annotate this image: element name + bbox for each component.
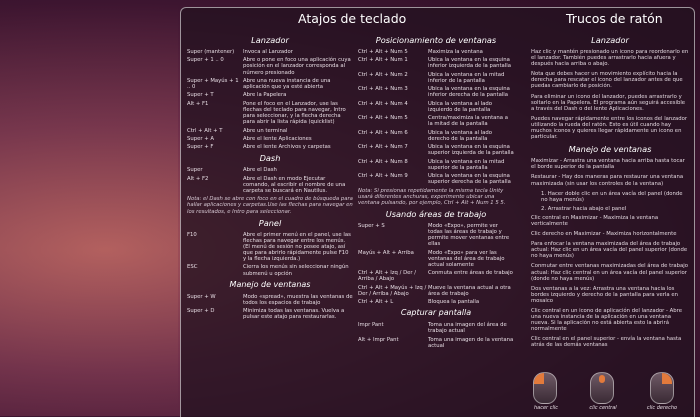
shortcut-desc: Abre el lente Aplicaciones	[243, 135, 312, 142]
shortcut-row	[358, 223, 514, 247]
shortcut-desc: Bloquea la pantalla	[428, 299, 480, 306]
shortcut-row	[358, 115, 514, 127]
shortcut-desc: Toma una imagen de la ventana actual	[428, 336, 514, 349]
title-mouse-tricks: Trucos de ratón	[566, 11, 663, 26]
tip-paragraph: Para enfocar la ventana maximizada del área de trabajo actual: Haz clic en un área vacía del panel superior (donde no haya menús)	[531, 241, 688, 260]
section-title-dash: Dash	[259, 153, 281, 164]
shortcut-key: Alt + Impr Pant	[358, 336, 399, 343]
mouse-middle-click-icon	[590, 372, 614, 404]
mouse-label: hacer clic	[534, 405, 558, 411]
dash-note: Nota: el Dash se abre con foco en el cuadro de búsqueda para hallar aplicaciones y carpetas.Use las flechas para navegar en los resultados, e Intro para seleccionar.	[187, 196, 353, 215]
tip-paragraph: Dos ventanas a la vez: Arrastra una ventana hacia los bordes izquierdo y derecho de la pantalla para verla en mosaico	[531, 285, 678, 304]
shortcut-desc: Abre un terminal	[243, 127, 288, 134]
shortcut-desc: Modo «Expo», permite ver todas las áreas de trabajo y permite mover ventanas entre ellas	[428, 223, 510, 248]
shortcut-key: Super + Mayús + 1 .. 0	[187, 77, 239, 91]
shortcut-key: Ctrl + Alt + Num 3	[358, 86, 408, 93]
section-title-mouse-windows: Manejo de ventanas	[568, 144, 652, 155]
shortcut-desc: Ubica la ventana en la mitad superior de la pantalla	[428, 158, 505, 171]
shortcut-desc: Abre la Papelera	[243, 92, 287, 99]
tip-paragraph: Clic central en Maximizar - Maximiza la ventana verticalmente	[531, 214, 659, 227]
shortcut-row	[187, 49, 353, 55]
shortcut-desc: Ubica la ventana al lado izquierdo de la pantalla	[428, 100, 493, 113]
shortcut-key: Super + S	[358, 223, 385, 230]
shortcut-row	[187, 78, 353, 90]
shortcut-row	[358, 299, 514, 305]
shortcut-key: Super + D	[187, 308, 215, 315]
shortcut-desc: Conmuta entre áreas de trabajo	[428, 270, 513, 277]
shortcut-key: Ctrl + Alt + Num 8	[358, 158, 408, 165]
tip-paragraph: Maximizar - Arrastra una ventana hacia arriba hasta tocar el borde superior de la pantalla	[531, 158, 685, 171]
shortcut-desc: Maximiza la ventana	[428, 49, 483, 55]
shortcut-key: Ctrl + Alt + Mayús + Izq / Der / Arriba / Abajo	[358, 284, 427, 297]
mouse-label: clic derecho	[646, 405, 678, 411]
desktop-wallpaper	[0, 0, 178, 416]
tip-paragraph: Haz clic y mantén presionado un icono para reordenarlo en el lanzador. También puedes arrastrarlo hacia afuera y después hacia arriba o abajo.	[531, 49, 689, 68]
shortcut-key: Ctrl + Alt + Num 7	[358, 144, 408, 151]
shortcut-key: Alt + F1	[187, 100, 209, 107]
column-keyboard-right	[358, 32, 514, 351]
shortcut-desc: Ubica la ventana en la esquina superior derecha de la pantalla	[428, 173, 511, 186]
section-title-screen-capture: Capturar pantalla	[400, 308, 472, 318]
column-mouse-tricks	[531, 32, 689, 353]
shortcut-row	[358, 49, 514, 55]
tip-paragraph: Clic central en un icono de aplicación del lanzador - Abre una nueva instancia de la aplicación en una ventana nueva. Si la aplicación no está abierta esto la abrirá normalmente	[531, 308, 682, 333]
positioning-note: Nota: Si presionas repetidamente la misma tecla Unity usará diferentes anchuras, experimente ubicar una ventana pulsando, por ejemplo, Ctrl + Alt + Num 1 5 5.	[358, 187, 506, 206]
shortcut-row	[187, 92, 353, 98]
shortcut-row	[187, 144, 353, 150]
section-title-launcher: Lanzador	[251, 35, 289, 45]
section-title-window-positioning: Posicionamiento de ventanas	[375, 35, 497, 45]
section-title-window-management: Manejo de ventanas	[229, 279, 311, 289]
shortcut-row	[358, 57, 514, 69]
shortcut-key: Ctrl + Alt + T	[187, 127, 223, 134]
shortcut-row	[187, 57, 353, 75]
shortcut-key: Ctrl + Alt + L	[358, 299, 394, 306]
shortcut-row	[187, 176, 353, 194]
column-keyboard-left	[187, 32, 353, 323]
shortcut-key: Ctrl + Alt + Num 5	[358, 115, 408, 122]
mouse-label: clic central	[589, 405, 617, 411]
shortcut-row	[187, 128, 353, 134]
shortcut-key: Ctrl + Alt + Num 1	[358, 57, 408, 64]
shortcut-desc: Cierra los menús sin seleccionar ningún submenú u opción	[243, 264, 349, 277]
shortcut-desc: Modo «spread», muestra las ventanas de todos los espacios de trabajo	[243, 293, 353, 306]
shortcut-key: Super + 1 .. 0	[187, 57, 224, 64]
shortcut-row	[358, 144, 514, 156]
shortcut-desc: Abre el Dash	[243, 167, 277, 174]
shortcut-row	[358, 101, 514, 113]
shortcut-desc: Abre el lente Archivos y carpetas	[243, 144, 331, 151]
shortcut-key: ESC	[187, 264, 198, 271]
tip-paragraph: Restaurar - Hay dos maneras para restaurar una ventana maximizada (sin usar los controles de la ventana)	[531, 174, 684, 187]
shortcut-key: Ctrl + Alt + Num 2	[358, 71, 408, 78]
shortcut-row	[358, 270, 514, 282]
shortcut-key: Super + F	[187, 144, 214, 151]
shortcut-key: Super + T	[187, 92, 214, 99]
shortcut-row	[187, 101, 353, 125]
shortcut-row	[358, 173, 514, 185]
section-title-panel: Panel	[258, 217, 282, 228]
shortcut-row	[358, 86, 514, 98]
shortcut-key: Mayús + Alt + Arriba	[358, 249, 414, 256]
shortcut-desc: Abre el primer menú en el panel, use las flechas para navegar entre los menús. (El menú de sesión no posee atajo, así que para abrirlo rápidamente pulse F10 y la flecha izquierda.)	[243, 231, 351, 263]
shortcut-desc: Ubica la ventana en la esquina inferior izquierda de la pantalla	[428, 57, 511, 70]
tip-paragraph: Para eliminar un icono del lanzador, puedes arrastrarlo y soltarlo en la Papelera. El programa aún seguirá accesible a través del Dash o del lente Aplicaciones.	[531, 93, 686, 112]
shortcut-desc: Ubica la ventana en la mitad inferior de la pantalla	[428, 71, 505, 84]
shortcut-row	[358, 285, 514, 297]
section-title-mouse-launcher: Lanzador	[591, 35, 629, 45]
shortcut-key: F10	[187, 231, 197, 238]
shortcut-row	[187, 167, 353, 173]
shortcut-key: Ctrl + Alt + Num 4	[358, 100, 408, 107]
tip-list-item: 2. Arrastrar hacia abajo el panel	[541, 205, 627, 212]
shortcut-desc: Pone el foco en el Lanzador, use las flechas del teclado para navegar, Intro para seleccionar, y la flecha derecha para abrir la lista rápida (quicklist)	[243, 100, 346, 126]
shortcut-desc: Ubica la ventana en la esquina inferior derecha de la pantalla	[428, 86, 510, 99]
shortcut-row	[358, 159, 514, 171]
tip-paragraph: Puedes navegar rápidamente entre los iconos del lanzador utilizando la rueda del ratón. Esto es útil cuando hay muchos iconos y quieres llegar rápidamente un icono en particular.	[531, 115, 688, 141]
shortcut-row	[187, 308, 353, 320]
shortcut-row	[187, 232, 353, 262]
shortcut-row	[358, 337, 514, 349]
shortcut-key: Ctrl + Alt + Num 9	[358, 173, 408, 180]
shortcut-desc: Ubica la ventana al lado derecho de la pantalla	[428, 129, 493, 142]
shortcut-desc: Minimiza todas las ventanas. Vuelva a pulsar este atajo para restaurarlas.	[243, 308, 345, 321]
shortcut-desc: Abre el Dash en modo Ejecutar comando, al escribir el nombre de una carpeta se buscará en Nautilus.	[243, 175, 346, 194]
shortcut-key: Alt + F2	[187, 175, 209, 182]
shortcut-row	[187, 136, 353, 142]
shortcut-key: Super	[187, 167, 203, 174]
shortcut-row	[187, 264, 353, 276]
shortcut-row	[358, 72, 514, 84]
shortcut-key: Ctrl + Alt + Num 6	[358, 129, 408, 136]
tip-paragraph: Clic derecho en Maximizar - Maximiza horizontalmente	[531, 231, 677, 238]
shortcut-desc: Abre o pone en foco una aplicación cuya posición en el lanzador corresponda al número presionado	[243, 57, 351, 76]
shortcut-desc: Mueve la ventana actual a otra área de trabajo	[428, 284, 511, 297]
mouse-left-click-icon	[533, 372, 557, 404]
shortcut-desc: Abre una nueva instancia de una aplicación que ya esté abierta	[243, 77, 331, 91]
tip-paragraph: Conmutar entre ventanas maximizadas del área de trabajo actual: Haz clic central en un área vacía del panel superior (donde no haya menús)	[531, 263, 688, 282]
shortcut-key: Super + W	[187, 293, 216, 300]
shortcut-key: Ctrl + Alt + Izq / Der / Arriba / Abajo	[358, 270, 417, 283]
section-title-workspaces: Usando áreas de trabajo	[385, 209, 487, 220]
shortcut-row	[358, 322, 514, 334]
shortcut-row	[187, 294, 353, 306]
tip-list-item: 1. Hacer doble clic en un área vacía del panel (donde no haya menús)	[541, 190, 683, 203]
shortcut-key: Super (mantener)	[187, 49, 235, 55]
tip-paragraph: Clic central en el panel superior - envía la ventana hasta atrás de las demás ventanas	[531, 336, 682, 349]
shortcut-desc: Toma una imagen del área de trabajo actual	[428, 322, 507, 335]
shortcut-key: Super + A	[187, 135, 214, 142]
shortcut-key: Ctrl + Alt + Num 5	[358, 49, 408, 55]
shortcut-desc: Modo «Expo» para ver las ventanas del área de trabajo actual solamente	[428, 249, 505, 268]
shortcut-desc: Ubica la ventana en la esquina superior izquierda de la pantalla	[428, 144, 514, 157]
mouse-right-click-icon	[650, 372, 674, 404]
title-keyboard-shortcuts: Atajos de teclado	[298, 11, 407, 26]
shortcut-desc: Centra/maximiza la ventana a la mitad de la pantalla	[428, 115, 508, 128]
mouse-illustrations	[528, 372, 688, 416]
tip-paragraph: Nota que debes hacer un movimiento explícito hacia la derecha para rescatar el icono del lanzador antes de que puedas cambiarlo de posición.	[531, 71, 683, 90]
shortcut-desc: Invoca al Lanzador	[243, 49, 293, 55]
shortcut-row	[358, 130, 514, 142]
shortcut-row	[358, 250, 514, 268]
shortcut-key: Impr Pant	[358, 322, 384, 329]
